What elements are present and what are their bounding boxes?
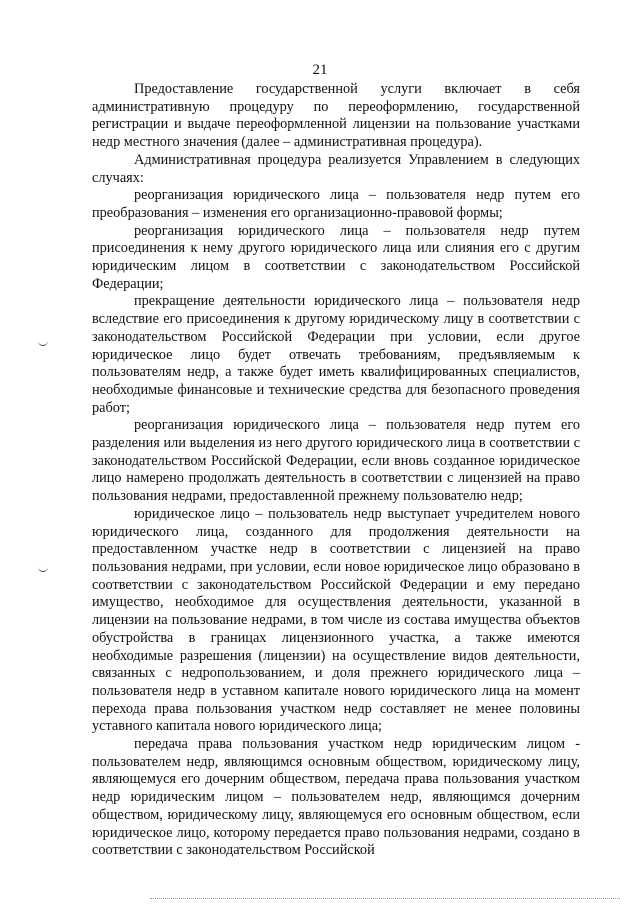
scan-edge-line bbox=[150, 898, 620, 899]
binding-hole-mark-bottom bbox=[38, 566, 48, 572]
paragraph-case-merger: реорганизация юридического лица – пользователя недр путем присоединения к нему другого юридического лица или слияния его с другим юридическим лицом в соответствии с законодательством Российской Федерации; bbox=[92, 222, 580, 292]
paragraph-cases-intro: Административная процедура реализуется Управлением в следующих случаях: bbox=[92, 151, 580, 186]
page-number: 21 bbox=[312, 62, 328, 78]
paragraph-intro: Предоставление государственной услуги включает в себя административную процедуру по переоформлению, государственной регистрации и выдаче переоформленной лицензии на пользование участками недр местного значения (далее – административная процедура). bbox=[92, 81, 580, 151]
paragraph-case-transfer: передача права пользования участком недр юридическим лицом - пользователем недр, являющимся основным обществом, юридическому лицу, являющемуся его дочерним обществом, передача права пользования участком недр юридическим лицом – пользователем недр, являющимся дочерним обществом, юридическому лицу, являющемуся его основным обществом, если юридическое лицо, которому передается право пользования недрами, создано в соответствии с законодательством Российской bbox=[92, 736, 580, 859]
paragraph-case-separation: реорганизация юридического лица – пользователя недр путем его разделения или выделения из него другого юридического лица в соответствии с законодательством Российской Федерации, если вновь созданное юридическое лицо намерено продолжать деятельность в соответствии с лицензией на право пользования недрами, предоставленной прежнему пользователю недр; bbox=[92, 417, 580, 505]
paragraph-case-new-entity: юридическое лицо – пользователь недр выступает учредителем нового юридического лица, созданного для продолжения деятельности на предоставленном участке недр в соответствии с лицензией на право пользования недрами, при условии, если новое юридическое лицо образовано в соответствии с законодательством Российской Федерации и ему передано имущество, необходимое для осуществления деятельности, указанной в лицензии на пользование недрами, в том числе из состава имущества объектов обустройства в границах лицензионного участка, а также имеются необходимые разрешения (лицензии) на осуществление видов деятельности, связанных с недропользованием, и доля прежнего юридического лица – пользователя недр в уставном капитале нового юридического лица на момент перехода права пользования участком недр составляет не менее половины уставного капитала нового юридического лица; bbox=[92, 505, 580, 735]
binding-hole-mark-top bbox=[38, 340, 48, 346]
paragraph-case-transformation: реорганизация юридического лица – пользователя недр путем его преобразования – изменения его организационно-правовой формы; bbox=[92, 187, 580, 221]
paragraph-case-termination: прекращение деятельности юридического лица – пользователя недр вследствие его присоединения к другому юридическому лицу в соответствии с законодательством Российской Федерации при условии, если другое юридическое лицо будет отвечать требованиям, предъявляемым к пользователям недр, а также будет иметь квалифицированных специалистов, необходимые финансовые и технические средства для безопасного проведения работ; bbox=[92, 293, 580, 416]
document-body bbox=[92, 81, 580, 860]
